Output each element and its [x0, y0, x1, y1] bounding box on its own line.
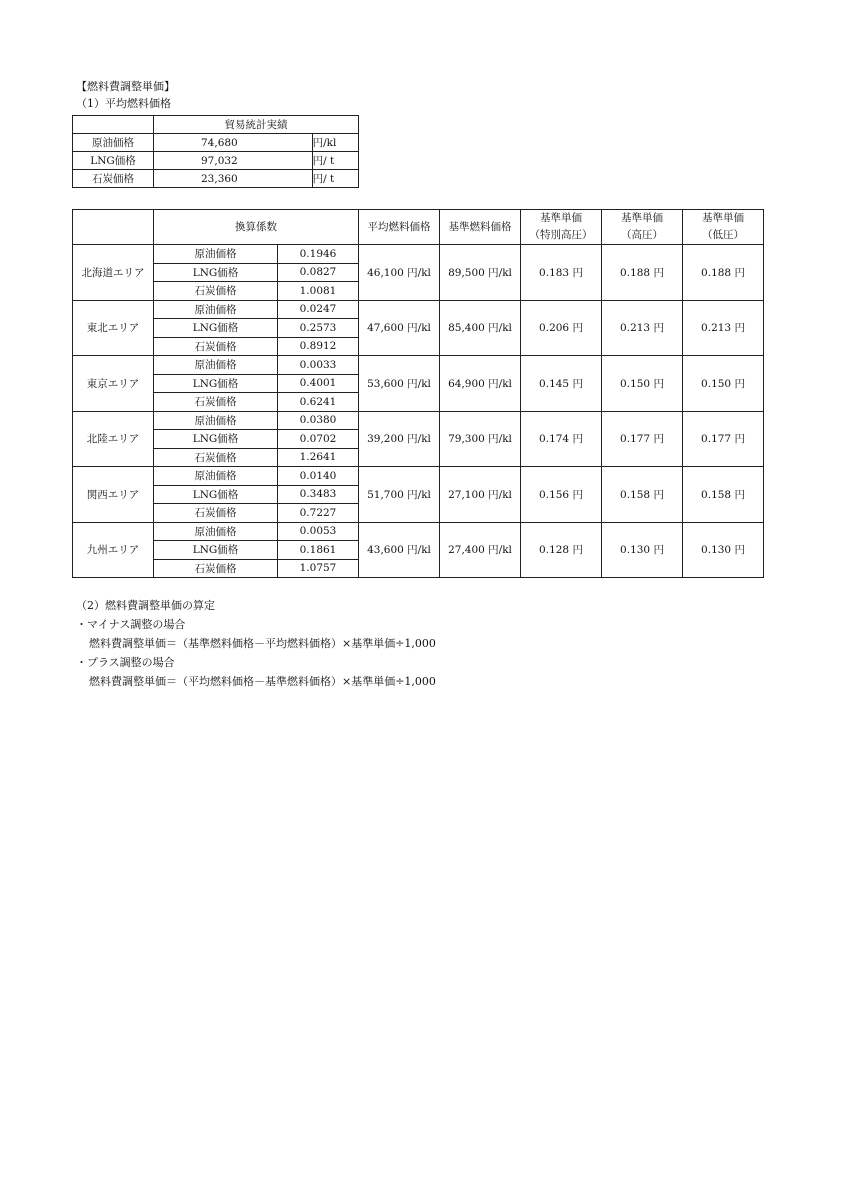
unit-low: 0.158 円 — [683, 467, 764, 523]
coef-label: LNG価格 — [154, 430, 278, 449]
coef-label: 石炭価格 — [154, 337, 278, 356]
coef-label: LNG価格 — [154, 485, 278, 504]
trade-label: LNG価格 — [73, 152, 154, 170]
avg-fuel-price: 51,700 円/kl — [359, 467, 440, 523]
plus-title: ・プラス調整の場合 — [76, 656, 175, 669]
table-row — [73, 152, 359, 170]
coef-label: LNG価格 — [154, 374, 278, 393]
trade-stats-table — [72, 115, 359, 188]
unit-high: 0.213 円 — [602, 300, 683, 356]
area-name: 東北エリア — [73, 300, 154, 356]
header-blank — [73, 210, 154, 245]
base-fuel-price: 27,100 円/kl — [440, 467, 521, 523]
header-unit-low — [683, 210, 764, 245]
doc-heading: 【燃料費調整単価】 — [76, 80, 175, 93]
trade-label: 石炭価格 — [73, 170, 154, 188]
avg-fuel-price: 47,600 円/kl — [359, 300, 440, 356]
avg-fuel-price: 43,600 円/kl — [359, 522, 440, 578]
coef-label: 原油価格 — [154, 245, 278, 264]
fuel-adjustment-table — [72, 209, 764, 578]
trade-unit: 円/ t — [312, 170, 358, 188]
table-row — [73, 170, 359, 188]
unit-extra-high: 0.145 円 — [521, 356, 602, 412]
section2-title: （2）燃料費調整単価の算定 — [76, 599, 215, 612]
coef-value: 0.0140 — [278, 467, 359, 486]
header-avg-price: 平均燃料価格 — [359, 210, 440, 245]
coef-value: 0.1946 — [278, 245, 359, 264]
avg-fuel-price: 53,600 円/kl — [359, 356, 440, 412]
coef-value: 0.6241 — [278, 393, 359, 412]
minus-formula: 燃料費調整単価＝（基準燃料価格－平均燃料価格）×基準単価÷1,000 — [89, 637, 436, 650]
coef-value: 0.0247 — [278, 300, 359, 319]
coef-label: 石炭価格 — [154, 559, 278, 578]
coef-label: 原油価格 — [154, 467, 278, 486]
base-fuel-price: 85,400 円/kl — [440, 300, 521, 356]
unit-extra-high: 0.206 円 — [521, 300, 602, 356]
section1-title: （1）平均燃料価格 — [76, 97, 171, 110]
trade-value: 97,032 — [154, 152, 313, 170]
table-row — [73, 245, 764, 264]
unit-low: 0.177 円 — [683, 411, 764, 467]
area-name: 北海道エリア — [73, 245, 154, 301]
coef-label: 原油価格 — [154, 522, 278, 541]
unit-high: 0.158 円 — [602, 467, 683, 523]
header-line: （低圧） — [702, 229, 744, 241]
header-conversion: 換算係数 — [154, 210, 359, 245]
area-name: 九州エリア — [73, 522, 154, 578]
header-line: 基準単価 — [702, 212, 744, 224]
coef-value: 0.7227 — [278, 504, 359, 523]
fuel-table-body — [73, 245, 764, 578]
avg-fuel-price: 39,200 円/kl — [359, 411, 440, 467]
unit-high: 0.150 円 — [602, 356, 683, 412]
header-line: （特別高圧） — [529, 229, 593, 241]
table-row — [73, 411, 764, 430]
coef-value: 0.4001 — [278, 374, 359, 393]
base-fuel-price: 89,500 円/kl — [440, 245, 521, 301]
coef-value: 0.0827 — [278, 263, 359, 282]
trade-value: 74,680 — [154, 134, 313, 152]
table-row — [73, 356, 764, 375]
coef-value: 0.0053 — [278, 522, 359, 541]
avg-fuel-price: 46,100 円/kl — [359, 245, 440, 301]
coef-value: 1.2641 — [278, 448, 359, 467]
unit-extra-high: 0.174 円 — [521, 411, 602, 467]
unit-extra-high: 0.156 円 — [521, 467, 602, 523]
coef-label: LNG価格 — [154, 263, 278, 282]
unit-high: 0.188 円 — [602, 245, 683, 301]
unit-low: 0.130 円 — [683, 522, 764, 578]
header-unit-high — [602, 210, 683, 245]
unit-high: 0.177 円 — [602, 411, 683, 467]
coef-value: 0.2573 — [278, 319, 359, 338]
unit-low: 0.150 円 — [683, 356, 764, 412]
trade-unit: 円/ t — [312, 152, 358, 170]
header-unit-extra-high — [521, 210, 602, 245]
coef-value: 0.8912 — [278, 337, 359, 356]
plus-formula: 燃料費調整単価＝（平均燃料価格－基準燃料価格）×基準単価÷1,000 — [89, 675, 436, 688]
unit-extra-high: 0.128 円 — [521, 522, 602, 578]
unit-low: 0.188 円 — [683, 245, 764, 301]
trade-unit: 円/kl — [312, 134, 358, 152]
trade-header-blank — [73, 116, 154, 134]
base-fuel-price: 64,900 円/kl — [440, 356, 521, 412]
header-base-price: 基準燃料価格 — [440, 210, 521, 245]
unit-low: 0.213 円 — [683, 300, 764, 356]
coef-value: 0.0380 — [278, 411, 359, 430]
trade-header: 貿易統計実績 — [154, 116, 359, 134]
coef-label: 石炭価格 — [154, 282, 278, 301]
area-name: 東京エリア — [73, 356, 154, 412]
coef-label: 原油価格 — [154, 356, 278, 375]
coef-label: 石炭価格 — [154, 504, 278, 523]
coef-value: 1.0081 — [278, 282, 359, 301]
unit-high: 0.130 円 — [602, 522, 683, 578]
minus-title: ・マイナス調整の場合 — [76, 618, 186, 631]
area-name: 北陸エリア — [73, 411, 154, 467]
base-fuel-price: 27,400 円/kl — [440, 522, 521, 578]
header-line: 基準単価 — [621, 212, 663, 224]
coef-value: 1.0757 — [278, 559, 359, 578]
header-line: 基準単価 — [540, 212, 582, 224]
coef-label: 石炭価格 — [154, 448, 278, 467]
coef-label: LNG価格 — [154, 541, 278, 560]
base-fuel-price: 79,300 円/kl — [440, 411, 521, 467]
coef-label: LNG価格 — [154, 319, 278, 338]
coef-label: 原油価格 — [154, 300, 278, 319]
header-line: （高圧） — [621, 229, 663, 241]
trade-label: 原油価格 — [73, 134, 154, 152]
table-row — [73, 134, 359, 152]
area-name: 関西エリア — [73, 467, 154, 523]
table-row — [73, 300, 764, 319]
unit-extra-high: 0.183 円 — [521, 245, 602, 301]
coef-value: 0.1861 — [278, 541, 359, 560]
coef-label: 原油価格 — [154, 411, 278, 430]
coef-value: 0.0033 — [278, 356, 359, 375]
coef-value: 0.3483 — [278, 485, 359, 504]
trade-value: 23,360 — [154, 170, 313, 188]
coef-label: 石炭価格 — [154, 393, 278, 412]
table-row — [73, 467, 764, 486]
coef-value: 0.0702 — [278, 430, 359, 449]
table-row — [73, 522, 764, 541]
